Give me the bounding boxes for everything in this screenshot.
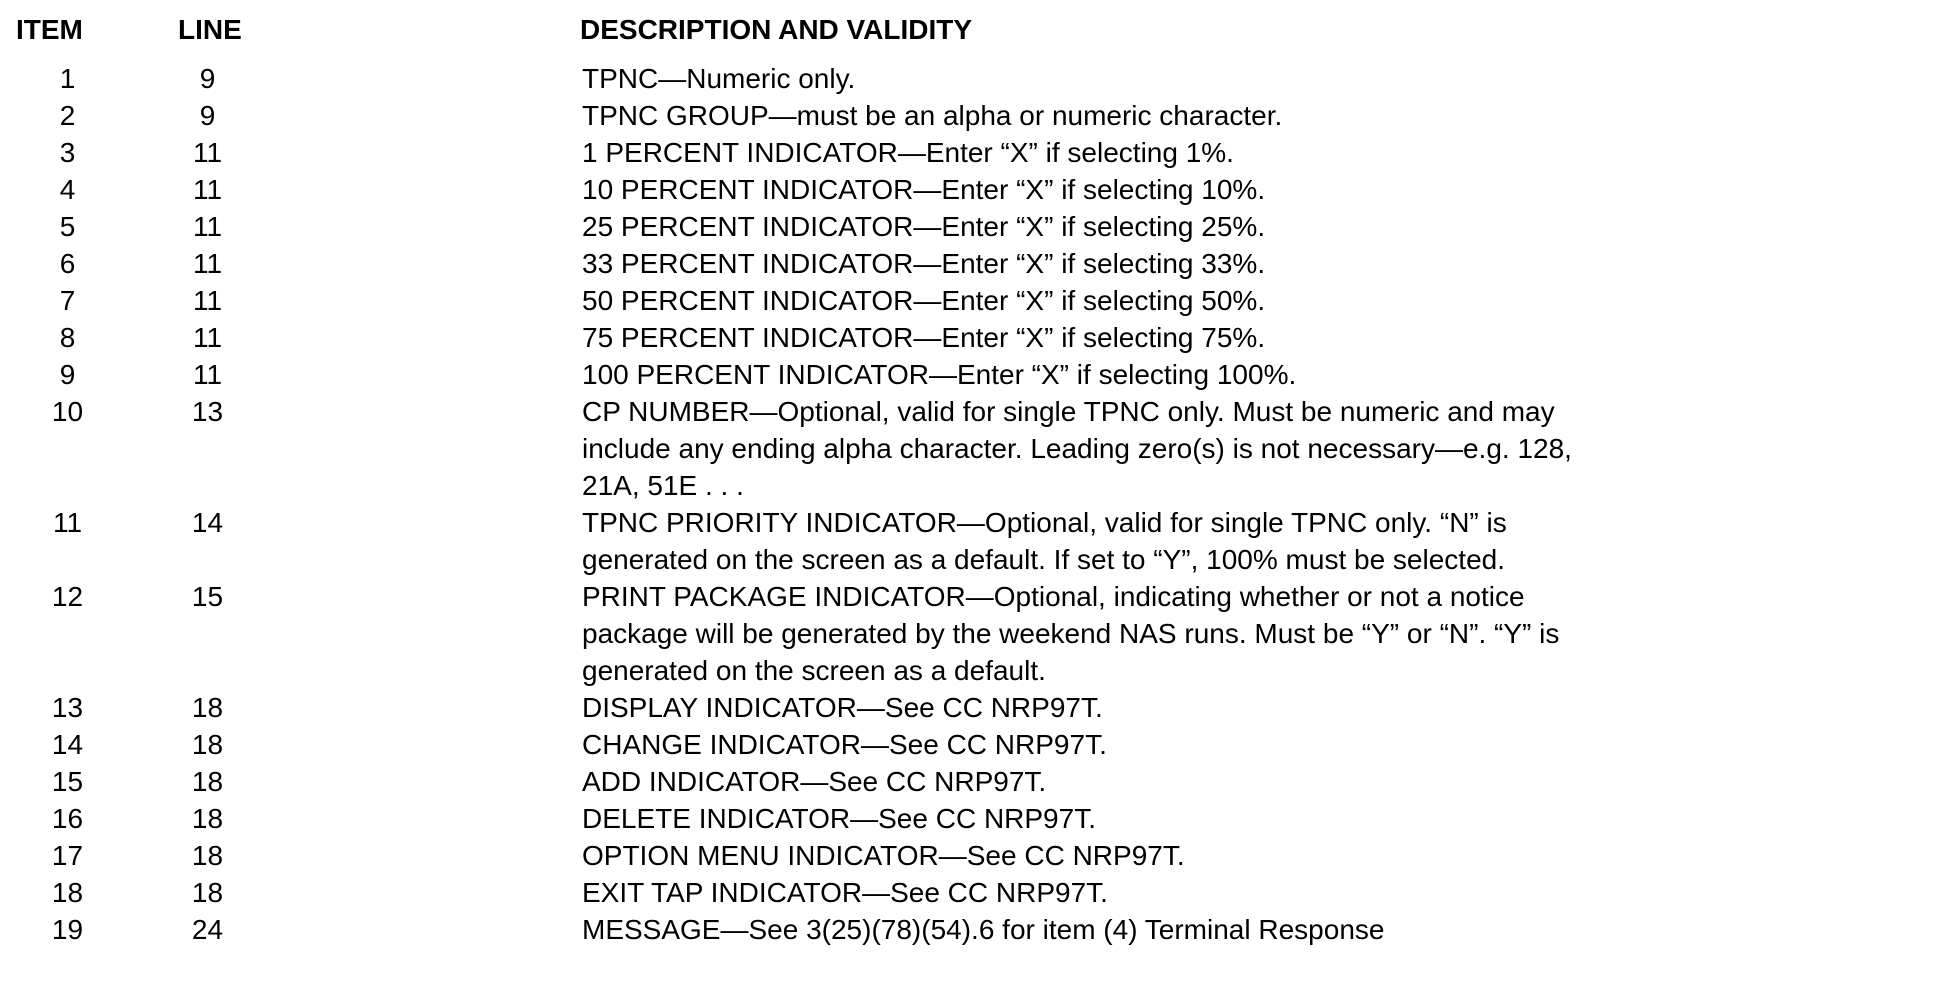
description-line: CHANGE INDICATOR—See CC NRP97T. xyxy=(582,729,1107,760)
row-line-number: 11 xyxy=(192,322,223,353)
description-line: 25 PERCENT INDICATOR—Enter “X” if selecting 25%. xyxy=(582,211,1266,242)
row-item-number: 9 xyxy=(59,359,76,390)
table-row xyxy=(0,689,1952,726)
table-row xyxy=(0,837,1952,874)
table-row xyxy=(0,356,1952,393)
row-description xyxy=(582,800,1922,837)
description-line: include any ending alpha character. Leading zero(s) is not necessary—e.g. 128, xyxy=(582,433,1572,464)
row-line-number: 9 xyxy=(199,63,216,94)
table-row xyxy=(0,171,1952,208)
header-line: LINE xyxy=(178,14,242,45)
description-line: DISPLAY INDICATOR—See CC NRP97T. xyxy=(582,692,1103,723)
row-line-number: 11 xyxy=(192,174,223,205)
description-line: CP NUMBER—Optional, valid for single TPNC only. Must be numeric and may xyxy=(582,396,1555,427)
description-line: generated on the screen as a default. xyxy=(582,655,1046,686)
row-item-number: 3 xyxy=(59,137,76,168)
description-line: PRINT PACKAGE INDICATOR—Optional, indicating whether or not a notice xyxy=(582,581,1525,612)
table-row xyxy=(0,726,1952,763)
description-line: TPNC GROUP—must be an alpha or numeric character. xyxy=(582,100,1283,131)
row-item-number: 18 xyxy=(51,877,84,908)
row-item-number: 8 xyxy=(59,322,76,353)
row-item-number: 14 xyxy=(51,729,84,760)
row-description xyxy=(582,763,1922,800)
description-line: 50 PERCENT INDICATOR—Enter “X” if selecting 50%. xyxy=(582,285,1266,316)
row-description xyxy=(582,208,1922,245)
row-item-number: 4 xyxy=(59,174,76,205)
table-row xyxy=(0,97,1952,134)
row-item-number: 15 xyxy=(51,766,84,797)
row-item-number: 7 xyxy=(59,285,76,316)
table-row xyxy=(0,393,1952,504)
row-description xyxy=(582,134,1922,171)
description-line: ADD INDICATOR—See CC NRP97T. xyxy=(582,766,1047,797)
table-row xyxy=(0,504,1952,578)
row-line-number: 24 xyxy=(191,914,224,945)
description-line: EXIT TAP INDICATOR—See CC NRP97T. xyxy=(582,877,1108,908)
table-row xyxy=(0,282,1952,319)
row-line-number: 13 xyxy=(191,396,224,427)
header-description: DESCRIPTION AND VALIDITY xyxy=(580,14,973,45)
row-line-number: 18 xyxy=(191,766,224,797)
row-description xyxy=(582,726,1922,763)
description-line: generated on the screen as a default. If set to “Y”, 100% must be selected. xyxy=(582,544,1505,575)
description-line: 33 PERCENT INDICATOR—Enter “X” if selecting 33%. xyxy=(582,248,1266,279)
row-item-number: 6 xyxy=(59,248,76,279)
row-item-number: 19 xyxy=(51,914,84,945)
row-description xyxy=(582,578,1922,689)
table-row xyxy=(0,60,1952,97)
description-line: OPTION MENU INDICATOR—See CC NRP97T. xyxy=(582,840,1185,871)
row-description xyxy=(582,837,1922,874)
table-row xyxy=(0,245,1952,282)
row-line-number: 18 xyxy=(191,803,224,834)
table-header xyxy=(0,10,1952,50)
description-line: 1 PERCENT INDICATOR—Enter “X” if selecting 1%. xyxy=(582,137,1234,168)
table-body xyxy=(0,60,1952,948)
row-item-number: 1 xyxy=(59,63,76,94)
description-line: 100 PERCENT INDICATOR—Enter “X” if selecting 100%. xyxy=(582,359,1297,390)
row-line-number: 11 xyxy=(192,359,223,390)
description-line: TPNC PRIORITY INDICATOR—Optional, valid for single TPNC only. “N” is xyxy=(582,507,1507,538)
row-line-number: 9 xyxy=(199,100,216,131)
row-line-number: 18 xyxy=(191,729,224,760)
row-line-number: 11 xyxy=(192,211,223,242)
row-line-number: 15 xyxy=(191,581,224,612)
row-line-number: 11 xyxy=(192,285,223,316)
table-row xyxy=(0,319,1952,356)
row-description xyxy=(582,689,1922,726)
row-description xyxy=(582,504,1922,578)
row-line-number: 11 xyxy=(192,137,223,168)
row-description xyxy=(582,60,1922,97)
description-line: package will be generated by the weekend NAS runs. Must be “Y” or “N”. “Y” is xyxy=(582,618,1560,649)
row-item-number: 17 xyxy=(51,840,84,871)
row-item-number: 11 xyxy=(52,507,83,538)
description-line: MESSAGE—See 3(25)(78)(54).6 for item (4) Terminal Response xyxy=(582,914,1385,945)
row-description xyxy=(582,874,1922,911)
row-item-number: 12 xyxy=(51,581,84,612)
description-line: DELETE INDICATOR—See CC NRP97T. xyxy=(582,803,1096,834)
table-row xyxy=(0,578,1952,689)
row-description xyxy=(582,282,1922,319)
table-row xyxy=(0,763,1952,800)
row-line-number: 18 xyxy=(191,877,224,908)
row-description xyxy=(582,97,1922,134)
description-line: 10 PERCENT INDICATOR—Enter “X” if selecting 10%. xyxy=(582,174,1266,205)
row-description xyxy=(582,356,1922,393)
description-line: TPNC—Numeric only. xyxy=(582,63,856,94)
row-description xyxy=(582,171,1922,208)
row-item-number: 5 xyxy=(59,211,76,242)
row-line-number: 18 xyxy=(191,692,224,723)
row-item-number: 2 xyxy=(59,100,76,131)
table-row xyxy=(0,208,1952,245)
header-item: ITEM xyxy=(16,14,83,45)
table-row xyxy=(0,134,1952,171)
description-line: 75 PERCENT INDICATOR—Enter “X” if selecting 75%. xyxy=(582,322,1266,353)
row-line-number: 11 xyxy=(192,248,223,279)
description-line: 21A, 51E . . . xyxy=(582,470,744,501)
row-description xyxy=(582,245,1922,282)
row-item-number: 10 xyxy=(51,396,84,427)
table-row xyxy=(0,911,1952,948)
row-description xyxy=(582,319,1922,356)
row-description xyxy=(582,911,1922,948)
table-row xyxy=(0,874,1952,911)
row-item-number: 13 xyxy=(51,692,84,723)
row-line-number: 18 xyxy=(191,840,224,871)
row-line-number: 14 xyxy=(191,507,224,538)
row-item-number: 16 xyxy=(51,803,84,834)
row-description xyxy=(582,393,1922,504)
table-row xyxy=(0,800,1952,837)
